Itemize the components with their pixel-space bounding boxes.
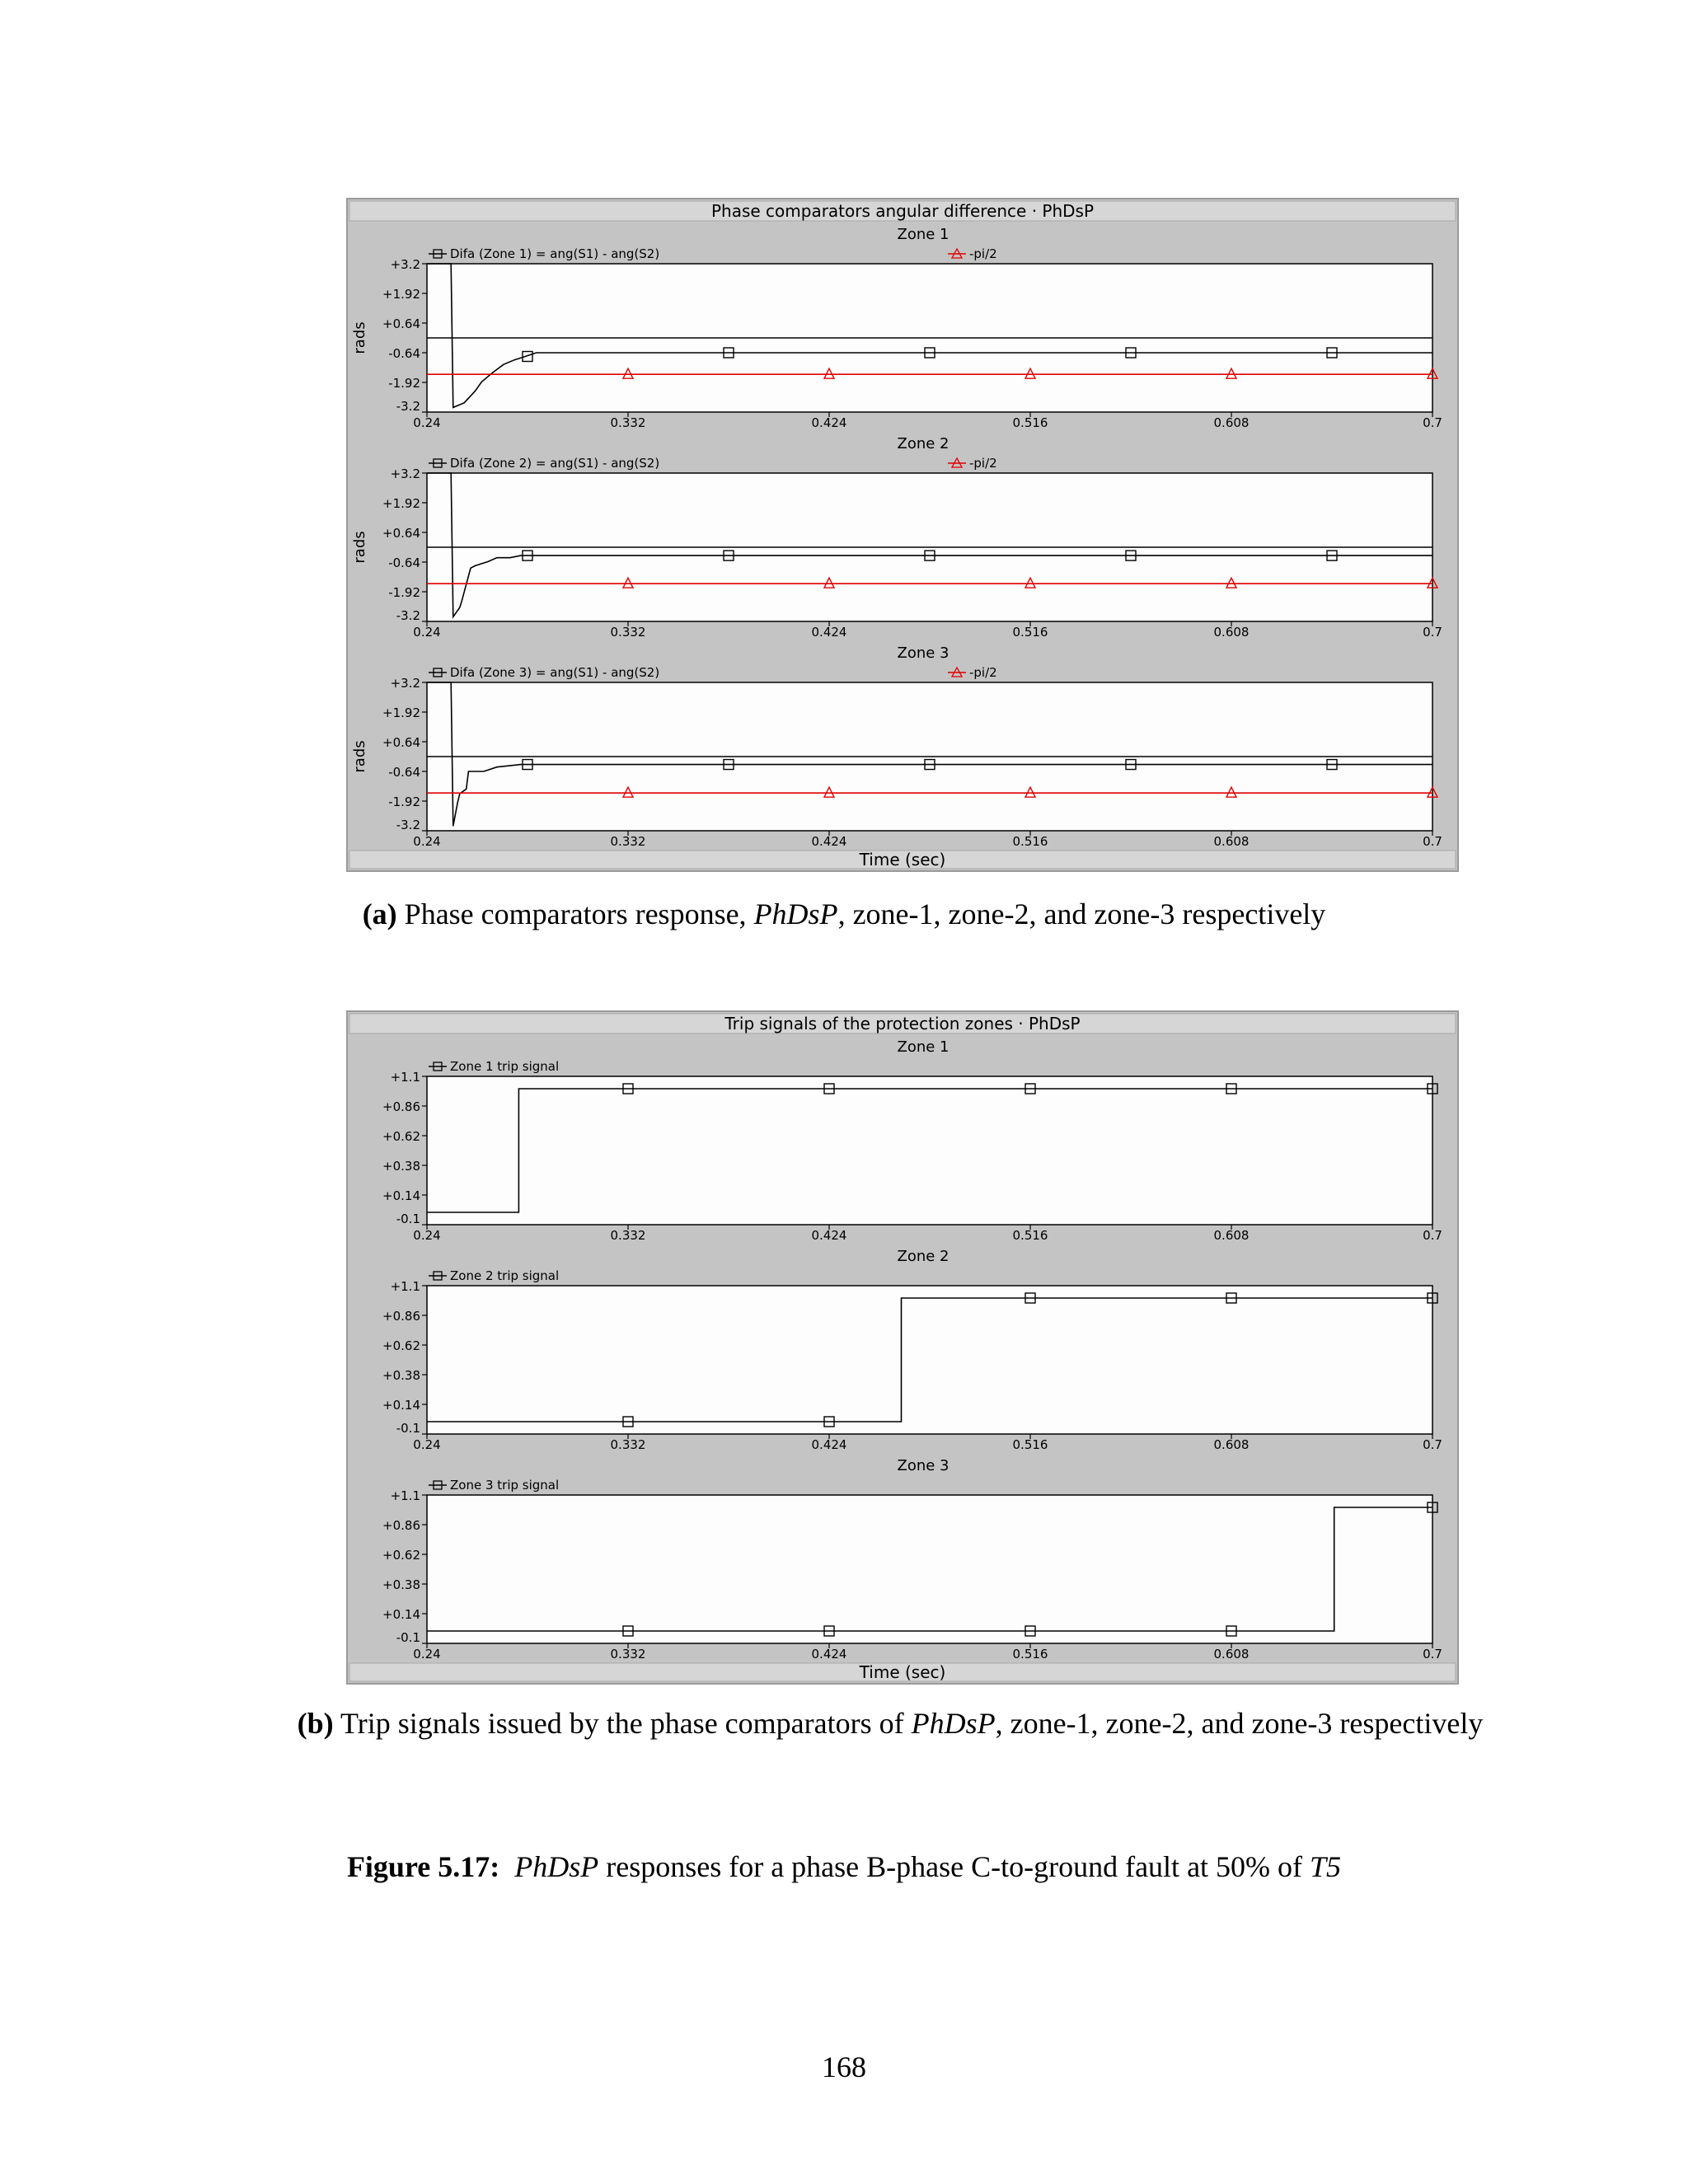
x-tick-label: 0.24	[413, 834, 441, 849]
x-tick-label: 0.424	[811, 1437, 847, 1452]
figure-b-caption	[272, 1694, 1508, 1752]
legend-label: Difa (Zone 3) = ang(S1) - ang(S2)	[450, 665, 660, 680]
y-tick-label: +0.62	[382, 1129, 420, 1144]
legend-label: Difa (Zone 1) = ang(S1) - ang(S2)	[450, 246, 660, 261]
y-tick-label: -1.92	[388, 794, 420, 809]
x-tick-label: 0.516	[1012, 1437, 1048, 1452]
subplot-5	[382, 1248, 1442, 1452]
y-tick-label: +0.64	[382, 735, 420, 750]
figure-caption-italic-2: T5	[1310, 1850, 1342, 1883]
figure-b-panel	[346, 1010, 1459, 1685]
y-tick-label: -1.92	[388, 376, 420, 391]
y-tick-label: +0.64	[382, 316, 420, 331]
y-tick-label: -0.64	[388, 555, 420, 570]
x-tick-label: 0.332	[610, 834, 646, 849]
figure-caption-italic-1: PhDsP	[514, 1850, 599, 1883]
x-axis-label: Time (sec)	[859, 850, 946, 869]
y-axis-label: rads	[351, 740, 368, 773]
x-tick-label: 0.24	[413, 415, 441, 430]
x-axis-label: Time (sec)	[859, 1662, 946, 1682]
y-tick-label: +0.86	[382, 1099, 420, 1114]
y-tick-label: +0.62	[382, 1548, 420, 1563]
y-tick-label: +0.86	[382, 1309, 420, 1324]
figure-caption	[0, 1838, 1688, 1896]
subplot-title: Zone 3	[897, 644, 950, 662]
figure-a-caption	[0, 885, 1688, 943]
x-tick-label: 0.424	[811, 834, 847, 849]
subplot-title: Zone 2	[897, 435, 950, 452]
x-tick-label: 0.7	[1423, 1647, 1442, 1661]
y-tick-label: +0.38	[382, 1159, 420, 1174]
y-tick-label: +3.2	[390, 676, 420, 691]
y-tick-label: +1.1	[390, 1070, 420, 1085]
x-tick-label: 0.24	[413, 1647, 441, 1661]
page-number: 168	[822, 2050, 866, 2083]
legend-label: Difa (Zone 2) = ang(S1) - ang(S2)	[450, 456, 660, 471]
figure-b-chart	[348, 1012, 1457, 1683]
x-tick-label: 0.7	[1423, 1437, 1442, 1452]
y-tick-label: +0.38	[382, 1577, 420, 1592]
x-tick-label: 0.424	[811, 1228, 847, 1243]
y-tick-label: +0.64	[382, 526, 420, 541]
subplot-1	[351, 226, 1442, 430]
figure-title: Trip signals of the protection zones · PhDsP	[724, 1014, 1081, 1033]
x-tick-label: 0.516	[1012, 1647, 1048, 1661]
subplot-title: Zone 2	[897, 1248, 950, 1265]
x-tick-label: 0.424	[811, 625, 847, 640]
y-tick-label: +0.62	[382, 1338, 420, 1353]
plot-area	[427, 1495, 1432, 1643]
y-tick-label: +1.1	[390, 1279, 420, 1294]
legend-label: -pi/2	[969, 246, 997, 261]
x-tick-label: 0.24	[413, 1228, 441, 1243]
figure-a-caption-italic: PhDsP	[753, 898, 838, 930]
y-tick-label: +1.92	[382, 287, 420, 302]
y-tick-label: +0.38	[382, 1368, 420, 1383]
plot-area	[427, 1286, 1432, 1434]
x-tick-label: 0.7	[1423, 834, 1442, 849]
y-axis-label: rads	[351, 321, 368, 354]
figure-a-panel	[346, 198, 1459, 872]
subplot-title: Zone 1	[897, 1038, 950, 1056]
y-tick-label: +1.92	[382, 496, 420, 511]
x-tick-label: 0.7	[1423, 415, 1442, 430]
y-tick-label: -0.1	[396, 1630, 420, 1645]
subplot-title: Zone 1	[897, 226, 950, 243]
x-tick-label: 0.424	[811, 1647, 847, 1661]
x-tick-label: 0.332	[610, 1228, 646, 1243]
x-tick-label: 0.516	[1012, 415, 1048, 430]
figure-caption-label: Figure 5.17:	[346, 1850, 500, 1883]
y-tick-label: -0.64	[388, 346, 420, 361]
legend-label: Zone 2 trip signal	[450, 1268, 560, 1283]
x-tick-label: 0.332	[610, 625, 646, 640]
x-tick-label: 0.608	[1213, 1228, 1250, 1243]
y-tick-label: -3.2	[396, 399, 420, 414]
y-tick-label: +0.14	[382, 1398, 420, 1413]
legend-label: Zone 3 trip signal	[450, 1478, 560, 1493]
y-tick-label: +0.14	[382, 1188, 420, 1203]
y-tick-label: +3.2	[390, 257, 420, 272]
y-tick-label: -0.64	[388, 765, 420, 780]
y-tick-label: -1.92	[388, 585, 420, 600]
legend-label: -pi/2	[969, 456, 997, 471]
figure-title: Phase comparators angular difference · PhDsP	[710, 201, 1095, 221]
figure-b-caption-text-end: , zone-1, zone-2, and zone-3 respectively	[995, 1707, 1484, 1740]
figure-b-caption-text: Trip signals issued by the phase comparators of	[333, 1707, 912, 1740]
x-tick-label: 0.516	[1012, 1228, 1048, 1243]
figure-b-caption-label: (b)	[297, 1707, 334, 1740]
figure-a-caption-label: (a)	[362, 898, 397, 930]
x-tick-label: 0.424	[811, 415, 847, 430]
x-tick-label: 0.332	[610, 415, 646, 430]
x-tick-label: 0.7	[1423, 1228, 1442, 1243]
y-tick-label: +3.2	[390, 466, 420, 481]
figure-caption-text: responses for a phase B-phase C-to-ground fault at 50% of	[598, 1850, 1311, 1883]
figure-b-caption-italic: PhDsP	[911, 1707, 996, 1740]
x-tick-label: 0.608	[1213, 415, 1250, 430]
x-tick-label: 0.24	[413, 625, 441, 640]
y-tick-label: -0.1	[396, 1212, 420, 1226]
x-tick-label: 0.608	[1213, 625, 1250, 640]
y-tick-label: -0.1	[396, 1421, 420, 1436]
x-tick-label: 0.608	[1213, 834, 1250, 849]
y-tick-label: +0.14	[382, 1607, 420, 1622]
y-tick-label: +1.1	[390, 1488, 420, 1503]
subplot-4	[382, 1038, 1442, 1243]
y-tick-label: -3.2	[396, 818, 420, 832]
y-tick-label: +0.86	[382, 1518, 420, 1533]
subplot-title: Zone 3	[897, 1457, 950, 1474]
y-axis-label: rads	[351, 531, 368, 564]
plot-area	[427, 1076, 1432, 1225]
x-tick-label: 0.7	[1423, 625, 1442, 640]
x-tick-label: 0.516	[1012, 625, 1048, 640]
x-tick-label: 0.24	[413, 1437, 441, 1452]
legend-label: Zone 1 trip signal	[450, 1059, 560, 1074]
figure-a-caption-text-end: , zone-1, zone-2, and zone-3 respectively	[837, 898, 1326, 930]
figure-a-chart	[348, 199, 1457, 870]
legend-label: -pi/2	[969, 665, 997, 680]
x-tick-label: 0.608	[1213, 1647, 1250, 1661]
y-tick-label: +1.92	[382, 705, 420, 720]
x-tick-label: 0.332	[610, 1647, 646, 1661]
subplot-3	[351, 644, 1442, 849]
y-tick-label: -3.2	[396, 608, 420, 623]
x-tick-label: 0.608	[1213, 1437, 1250, 1452]
subplot-2	[351, 435, 1442, 640]
x-tick-label: 0.516	[1012, 834, 1048, 849]
x-tick-label: 0.332	[610, 1437, 646, 1452]
figure-a-caption-text: Phase comparators response,	[396, 898, 754, 930]
subplot-6	[382, 1457, 1442, 1661]
